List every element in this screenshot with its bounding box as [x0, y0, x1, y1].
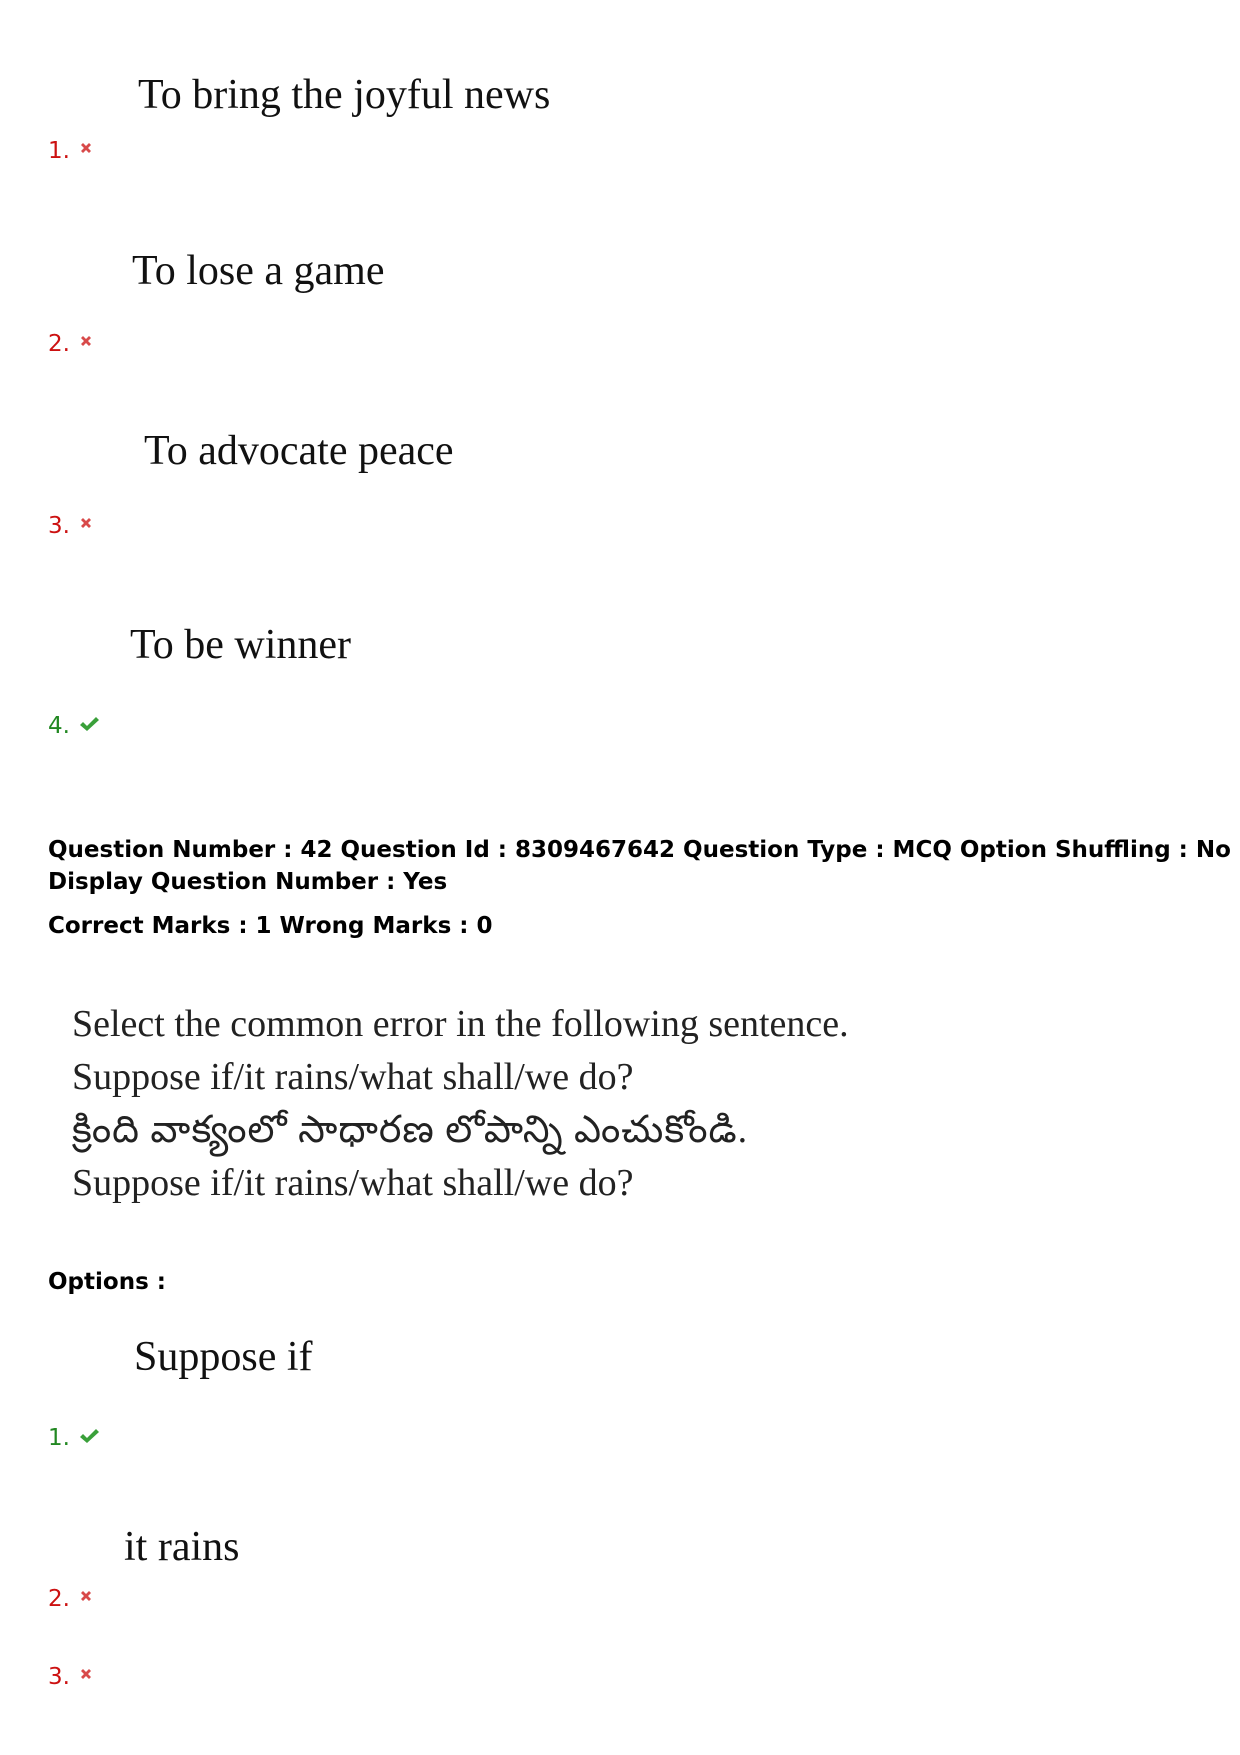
option-number: 4.: [48, 713, 70, 739]
option-text: To bring the joyful news: [138, 72, 551, 118]
option-text: Suppose if: [134, 1334, 313, 1380]
option-number: 3.: [48, 513, 70, 539]
options-label: Options :: [48, 1269, 166, 1295]
question-meta: [48, 834, 1231, 898]
question-line: Select the common error in the following sentence.: [72, 1003, 849, 1045]
option-marker: [48, 515, 94, 538]
option-number: 2.: [48, 331, 70, 357]
cross-icon: [78, 333, 94, 349]
cross-icon: [78, 515, 94, 531]
question-text: [72, 998, 849, 1210]
option-text: To be winner: [130, 622, 351, 668]
option-marker: [48, 1666, 94, 1689]
question-line: Suppose if/it rains/what shall/we do?: [72, 1162, 634, 1204]
option-number: 3.: [48, 1664, 70, 1690]
option-marker: [48, 140, 94, 163]
option-marker: [48, 1588, 94, 1611]
question-meta-line: Question Number : 42 Question Id : 8309467642 Question Type : MCQ Option Shuffling : No: [48, 837, 1231, 863]
cross-icon: [78, 140, 94, 156]
option-marker: [48, 715, 100, 738]
option-text: To lose a game: [132, 248, 385, 294]
question-line-telugu: క్రింది వాక్యంలో సాధారణ లోపాన్ని ఎంచుకోండి.: [72, 1109, 749, 1151]
cross-icon: [78, 1588, 94, 1604]
marks-info: Correct Marks : 1 Wrong Marks : 0: [48, 913, 493, 939]
check-icon: [78, 1427, 100, 1445]
option-text: it rains: [124, 1524, 240, 1570]
option-number: 1.: [48, 138, 70, 164]
option-marker: [48, 1427, 100, 1450]
cross-icon: [78, 1666, 94, 1682]
display-question-number: Display Question Number : Yes: [48, 869, 448, 896]
check-icon: [78, 715, 100, 733]
option-number: 2.: [48, 1586, 70, 1612]
option-text: To advocate peace: [144, 428, 454, 474]
question-line: Suppose if/it rains/what shall/we do?: [72, 1056, 634, 1098]
option-number: 1.: [48, 1425, 70, 1451]
option-marker: [48, 333, 94, 356]
